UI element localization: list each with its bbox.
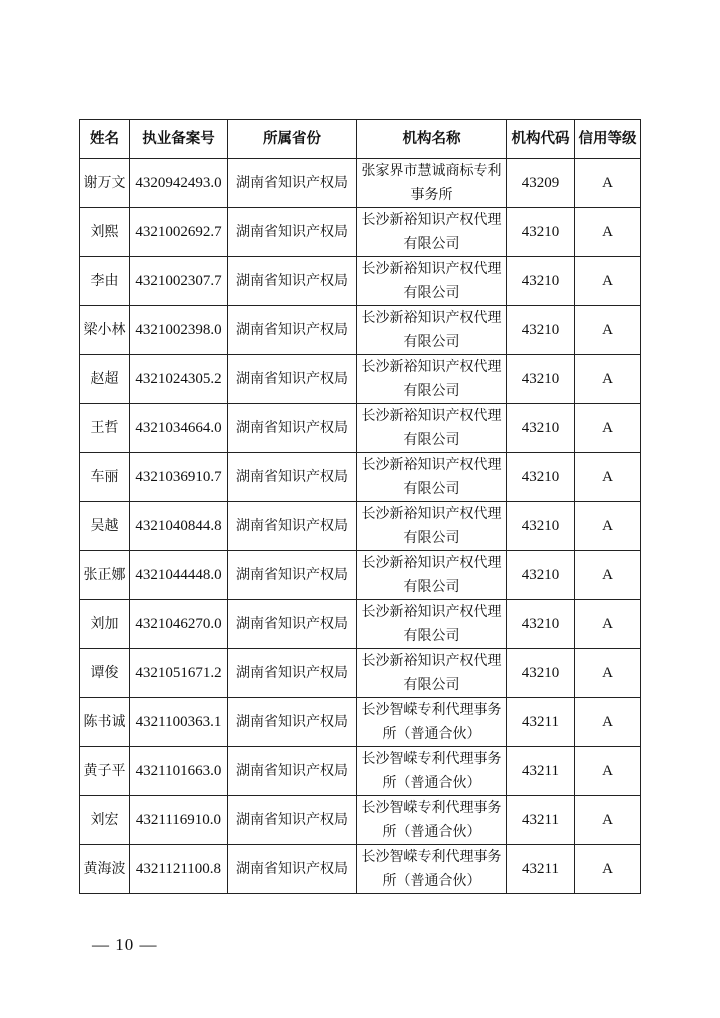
table-row bbox=[80, 404, 641, 453]
org-name-line1: 长沙新裕知识产权代理 bbox=[361, 653, 502, 669]
cell-org bbox=[357, 796, 507, 845]
cell-id: 4321024305.2 bbox=[130, 355, 228, 404]
cell-id: 4320942493.0 bbox=[130, 159, 228, 208]
cell-grade: A bbox=[575, 796, 641, 845]
cell-org bbox=[357, 747, 507, 796]
cell-grade: A bbox=[575, 845, 641, 894]
cell-grade: A bbox=[575, 747, 641, 796]
cell-id: 4321036910.7 bbox=[130, 453, 228, 502]
cell-org bbox=[357, 698, 507, 747]
cell-code: 43211 bbox=[507, 796, 575, 845]
cell-id: 4321002307.7 bbox=[130, 257, 228, 306]
cell-province: 湖南省知识产权局 bbox=[228, 649, 357, 698]
cell-grade: A bbox=[575, 502, 641, 551]
cell-province: 湖南省知识产权局 bbox=[228, 600, 357, 649]
cell-code: 43210 bbox=[507, 257, 575, 306]
table-row bbox=[80, 649, 641, 698]
cell-province: 湖南省知识产权局 bbox=[228, 453, 357, 502]
org-name-line2: 所（普通合伙） bbox=[382, 873, 481, 889]
cell-grade: A bbox=[575, 257, 641, 306]
cell-org bbox=[357, 355, 507, 404]
cell-grade: A bbox=[575, 404, 641, 453]
cell-org bbox=[357, 404, 507, 453]
cell-name: 刘宏 bbox=[80, 796, 130, 845]
cell-code: 43210 bbox=[507, 404, 575, 453]
table-row bbox=[80, 796, 641, 845]
cell-code: 43209 bbox=[507, 159, 575, 208]
cell-org bbox=[357, 600, 507, 649]
org-name-line2: 所（普通合伙） bbox=[382, 775, 481, 791]
org-name-line2: 所（普通合伙） bbox=[382, 824, 481, 840]
org-name-line2: 有限公司 bbox=[403, 677, 460, 693]
agent-table bbox=[79, 119, 641, 894]
cell-id: 4321040844.8 bbox=[130, 502, 228, 551]
header-code: 机构代码 bbox=[507, 120, 575, 159]
org-name-line2: 有限公司 bbox=[403, 383, 460, 399]
cell-name: 刘熙 bbox=[80, 208, 130, 257]
org-name-line1: 长沙新裕知识产权代理 bbox=[361, 555, 502, 571]
cell-code: 43210 bbox=[507, 600, 575, 649]
table-row bbox=[80, 208, 641, 257]
table-row bbox=[80, 845, 641, 894]
cell-name: 吴越 bbox=[80, 502, 130, 551]
cell-province: 湖南省知识产权局 bbox=[228, 306, 357, 355]
table-row bbox=[80, 257, 641, 306]
org-name-line1: 张家界市慧诚商标专利 bbox=[361, 163, 502, 179]
cell-name: 刘加 bbox=[80, 600, 130, 649]
cell-code: 43210 bbox=[507, 551, 575, 600]
cell-province: 湖南省知识产权局 bbox=[228, 404, 357, 453]
cell-code: 43211 bbox=[507, 845, 575, 894]
cell-org bbox=[357, 257, 507, 306]
table-row bbox=[80, 698, 641, 747]
cell-province: 湖南省知识产权局 bbox=[228, 747, 357, 796]
cell-grade: A bbox=[575, 159, 641, 208]
cell-code: 43211 bbox=[507, 698, 575, 747]
cell-province: 湖南省知识产权局 bbox=[228, 208, 357, 257]
cell-name: 黄子平 bbox=[80, 747, 130, 796]
header-org: 机构名称 bbox=[357, 120, 507, 159]
cell-org bbox=[357, 649, 507, 698]
cell-name: 谢万文 bbox=[80, 159, 130, 208]
cell-name: 李由 bbox=[80, 257, 130, 306]
org-name-line1: 长沙新裕知识产权代理 bbox=[361, 604, 502, 620]
header-name: 姓名 bbox=[80, 120, 130, 159]
cell-name: 黄海波 bbox=[80, 845, 130, 894]
header-province: 所属省份 bbox=[228, 120, 357, 159]
org-name-line1: 长沙新裕知识产权代理 bbox=[361, 261, 502, 277]
table-row bbox=[80, 159, 641, 208]
cell-grade: A bbox=[575, 453, 641, 502]
cell-code: 43210 bbox=[507, 355, 575, 404]
org-name-line1: 长沙新裕知识产权代理 bbox=[361, 310, 502, 326]
cell-id: 4321121100.8 bbox=[130, 845, 228, 894]
org-name-line1: 长沙智嵘专利代理事务 bbox=[361, 800, 502, 816]
org-name-line1: 长沙智嵘专利代理事务 bbox=[361, 702, 502, 718]
cell-org bbox=[357, 502, 507, 551]
table-row bbox=[80, 355, 641, 404]
org-name-line2: 有限公司 bbox=[403, 432, 460, 448]
table-row bbox=[80, 453, 641, 502]
cell-province: 湖南省知识产权局 bbox=[228, 698, 357, 747]
cell-org bbox=[357, 306, 507, 355]
table-row bbox=[80, 747, 641, 796]
cell-org bbox=[357, 453, 507, 502]
cell-province: 湖南省知识产权局 bbox=[228, 796, 357, 845]
org-name-line2: 有限公司 bbox=[403, 285, 460, 301]
cell-id: 4321002398.0 bbox=[130, 306, 228, 355]
cell-province: 湖南省知识产权局 bbox=[228, 551, 357, 600]
cell-grade: A bbox=[575, 649, 641, 698]
org-name-line1: 长沙新裕知识产权代理 bbox=[361, 408, 502, 424]
cell-id: 4321044448.0 bbox=[130, 551, 228, 600]
cell-name: 陈书诚 bbox=[80, 698, 130, 747]
org-name-line2: 有限公司 bbox=[403, 628, 460, 644]
org-name-line1: 长沙新裕知识产权代理 bbox=[361, 359, 502, 375]
cell-name: 车丽 bbox=[80, 453, 130, 502]
cell-code: 43210 bbox=[507, 453, 575, 502]
cell-id: 4321034664.0 bbox=[130, 404, 228, 453]
cell-org bbox=[357, 208, 507, 257]
table-row bbox=[80, 600, 641, 649]
cell-name: 梁小林 bbox=[80, 306, 130, 355]
org-name-line1: 长沙新裕知识产权代理 bbox=[361, 212, 502, 228]
org-name-line2: 所（普通合伙） bbox=[382, 726, 481, 742]
org-name-line1: 长沙新裕知识产权代理 bbox=[361, 506, 502, 522]
cell-code: 43210 bbox=[507, 208, 575, 257]
cell-name: 张正娜 bbox=[80, 551, 130, 600]
cell-province: 湖南省知识产权局 bbox=[228, 355, 357, 404]
cell-name: 赵超 bbox=[80, 355, 130, 404]
table-row bbox=[80, 551, 641, 600]
cell-name: 王哲 bbox=[80, 404, 130, 453]
cell-org bbox=[357, 551, 507, 600]
cell-grade: A bbox=[575, 551, 641, 600]
cell-org bbox=[357, 159, 507, 208]
cell-org bbox=[357, 845, 507, 894]
cell-id: 4321046270.0 bbox=[130, 600, 228, 649]
cell-province: 湖南省知识产权局 bbox=[228, 845, 357, 894]
page-number: — 10 — bbox=[92, 935, 158, 954]
cell-grade: A bbox=[575, 600, 641, 649]
org-name-line2: 有限公司 bbox=[403, 334, 460, 350]
org-name-line1: 长沙智嵘专利代理事务 bbox=[361, 751, 502, 767]
cell-province: 湖南省知识产权局 bbox=[228, 159, 357, 208]
cell-name: 谭俊 bbox=[80, 649, 130, 698]
cell-code: 43210 bbox=[507, 649, 575, 698]
org-name-line2: 有限公司 bbox=[403, 236, 460, 252]
cell-province: 湖南省知识产权局 bbox=[228, 502, 357, 551]
cell-grade: A bbox=[575, 698, 641, 747]
cell-grade: A bbox=[575, 208, 641, 257]
cell-id: 4321051671.2 bbox=[130, 649, 228, 698]
cell-id: 4321101663.0 bbox=[130, 747, 228, 796]
org-name-line2: 有限公司 bbox=[403, 530, 460, 546]
header-grade: 信用等级 bbox=[575, 120, 641, 159]
cell-code: 43210 bbox=[507, 502, 575, 551]
org-name-line2: 事务所 bbox=[410, 187, 453, 203]
cell-grade: A bbox=[575, 355, 641, 404]
table-header-row bbox=[80, 120, 641, 159]
org-name-line1: 长沙新裕知识产权代理 bbox=[361, 457, 502, 473]
cell-code: 43210 bbox=[507, 306, 575, 355]
table-row bbox=[80, 306, 641, 355]
cell-code: 43211 bbox=[507, 747, 575, 796]
cell-id: 4321116910.0 bbox=[130, 796, 228, 845]
cell-province: 湖南省知识产权局 bbox=[228, 257, 357, 306]
org-name-line2: 有限公司 bbox=[403, 481, 460, 497]
cell-id: 4321002692.7 bbox=[130, 208, 228, 257]
cell-id: 4321100363.1 bbox=[130, 698, 228, 747]
org-name-line2: 有限公司 bbox=[403, 579, 460, 595]
header-id: 执业备案号 bbox=[130, 120, 228, 159]
org-name-line1: 长沙智嵘专利代理事务 bbox=[361, 849, 502, 865]
cell-grade: A bbox=[575, 306, 641, 355]
table-row bbox=[80, 502, 641, 551]
